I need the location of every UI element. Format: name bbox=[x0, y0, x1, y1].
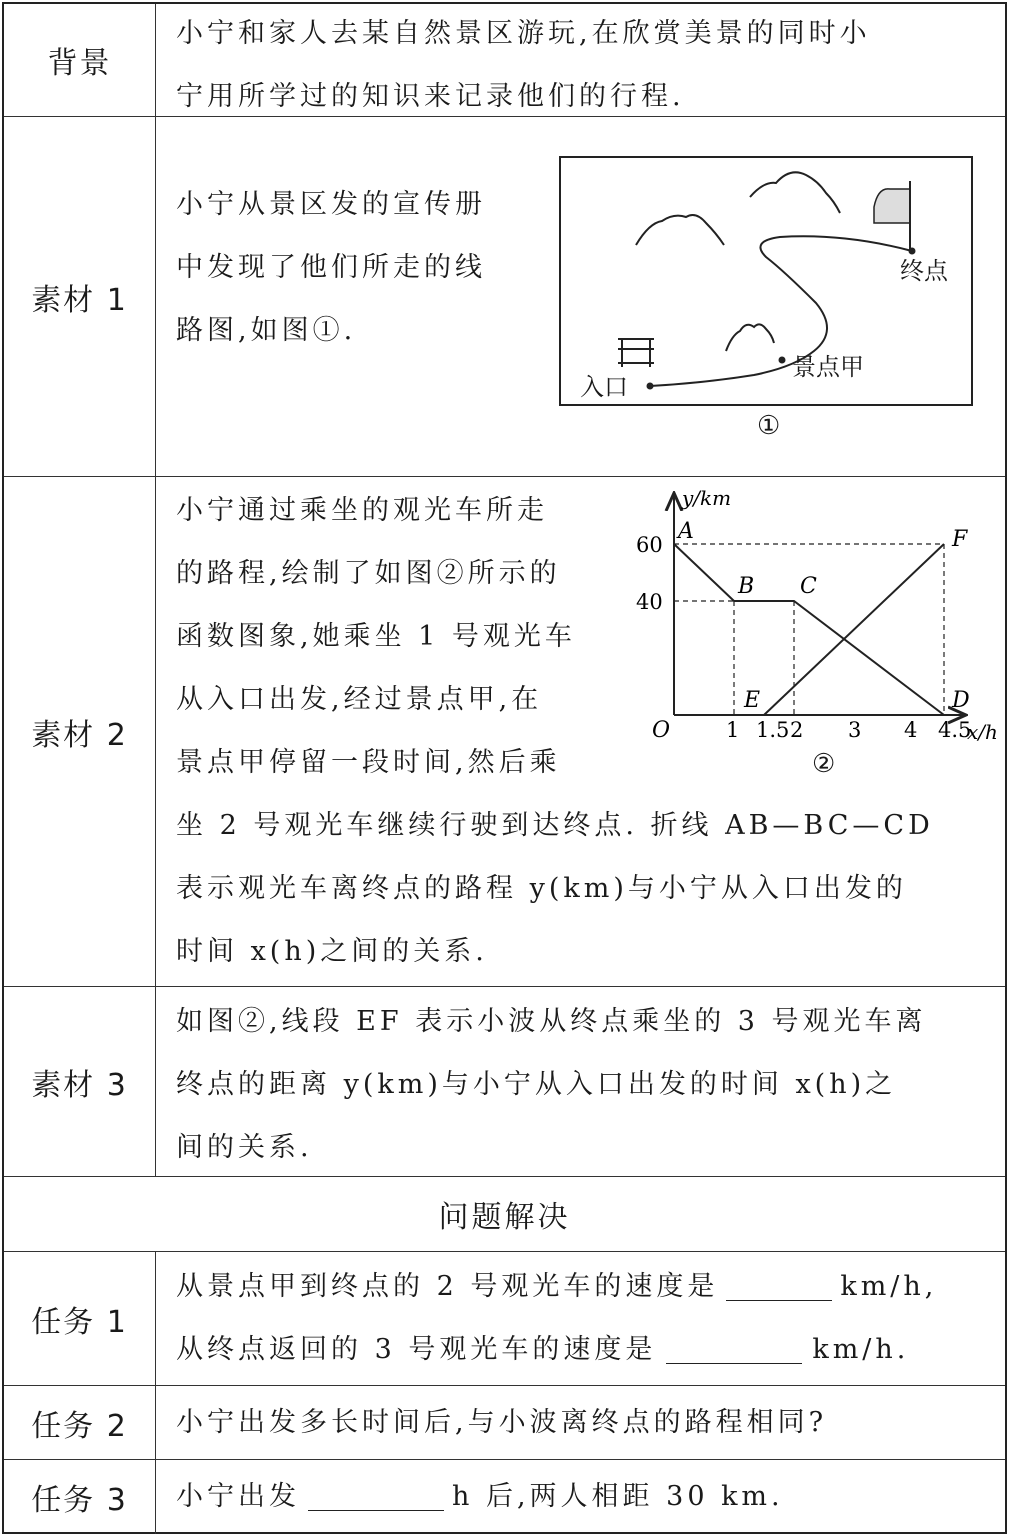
point-label-a: A bbox=[678, 519, 694, 544]
problem-table bbox=[2, 2, 1007, 1534]
task-text: 从景点甲到终点的 2 号观光车的速度是 bbox=[176, 1271, 719, 1302]
answer-blank[interactable] bbox=[726, 1266, 832, 1301]
map-label-entrance: 入口 bbox=[580, 373, 628, 401]
row-task-3 bbox=[4, 1460, 1005, 1534]
row-content bbox=[176, 479, 626, 794]
mountain-icon bbox=[726, 324, 774, 351]
mountain-icon bbox=[636, 215, 724, 245]
text-line: 小宁和家人去某自然景区游玩,在欣赏美景的同时小 bbox=[176, 18, 871, 49]
x-tick-label: 2 bbox=[790, 718, 804, 742]
text-line: 如图②,线段 EF 表示小波从终点乘坐的 3 号观光车离 bbox=[176, 1006, 927, 1037]
text-line: 从入口出发,经过景点甲,在 bbox=[176, 684, 543, 715]
row-label: 任务 1 bbox=[4, 1252, 156, 1385]
text-line: 宁用所学过的知识来记录他们的行程. bbox=[176, 81, 685, 112]
series-line-abbccd bbox=[674, 544, 944, 715]
text-line: 函数图象,她乘坐 1 号观光车 bbox=[176, 621, 576, 652]
section-title: 问题解决 bbox=[438, 1200, 571, 1235]
row-label: 背景 bbox=[4, 4, 156, 116]
mountain-icon bbox=[750, 172, 840, 213]
row-background bbox=[4, 4, 1005, 117]
text-line: 间的关系. bbox=[176, 1132, 313, 1163]
pavilion-icon bbox=[618, 339, 654, 367]
text-line: 小宁从景区发的宣传册 bbox=[176, 189, 486, 220]
x-tick-label: 3 bbox=[848, 718, 862, 742]
answer-blank[interactable] bbox=[308, 1476, 444, 1511]
row-content-full bbox=[176, 794, 991, 983]
text-line: 小宁通过乘坐的观光车所走 bbox=[176, 495, 548, 526]
route-path bbox=[650, 236, 912, 386]
x-tick-label: 1 bbox=[726, 718, 740, 742]
point-label-e: E bbox=[744, 688, 761, 713]
figure-caption: ② bbox=[812, 749, 836, 779]
text-line: 的路程,绘制了如图②所示的 bbox=[176, 558, 561, 589]
row-material-1 bbox=[4, 117, 1005, 477]
point-label-d: D bbox=[952, 688, 970, 713]
unit-text: km/h. bbox=[812, 1334, 910, 1365]
map-label-spot-a: 景点甲 bbox=[792, 353, 864, 381]
row-label: 任务 2 bbox=[4, 1386, 156, 1459]
y-tick-label: 60 bbox=[636, 533, 663, 557]
task-text: h 后,两人相距 30 km. bbox=[452, 1481, 784, 1512]
row-material-3 bbox=[4, 987, 1005, 1177]
row-label: 素材 1 bbox=[4, 117, 156, 476]
row-label: 素材 2 bbox=[4, 477, 156, 986]
point-label-b: B bbox=[738, 574, 755, 599]
row-content bbox=[176, 173, 556, 362]
task-text: 小宁出发多长时间后,与小波离终点的路程相同? bbox=[176, 1407, 828, 1438]
map-label-end: 终点 bbox=[900, 257, 948, 285]
x-tick-label: 4.5 bbox=[938, 718, 972, 742]
row-task-2 bbox=[4, 1386, 1005, 1460]
task-text: 小宁出发 bbox=[176, 1481, 300, 1512]
row-content bbox=[176, 1391, 991, 1454]
text-line: 中发现了他们所走的线 bbox=[176, 252, 486, 283]
series-line-ef bbox=[764, 544, 944, 715]
point-label-c: C bbox=[800, 574, 817, 599]
point-label-f: F bbox=[952, 527, 968, 552]
flag-icon bbox=[874, 189, 910, 223]
row-label: 任务 3 bbox=[4, 1460, 156, 1534]
text-line: 景点甲停留一段时间,然后乘 bbox=[176, 747, 561, 778]
task-text: 从终点返回的 3 号观光车的速度是 bbox=[176, 1334, 657, 1365]
x-tick-label: 4 bbox=[904, 718, 918, 742]
y-tick-label: 40 bbox=[636, 590, 663, 614]
row-content bbox=[176, 1465, 991, 1528]
row-task-1 bbox=[4, 1252, 1005, 1386]
row-content bbox=[176, 990, 991, 1179]
answer-blank[interactable] bbox=[666, 1329, 802, 1364]
text-line: 路图,如图①. bbox=[176, 315, 357, 346]
row-content bbox=[176, 2, 991, 128]
origin-label: O bbox=[652, 718, 671, 743]
route-map-figure bbox=[554, 153, 976, 413]
y-axis-label: y/km bbox=[682, 486, 732, 510]
row-content bbox=[176, 1255, 991, 1381]
distance-time-chart bbox=[624, 483, 1006, 753]
text-line: 表示观光车离终点的路程 y(km)与小宁从入口出发的 bbox=[176, 873, 907, 904]
text-line: 时间 x(h)之间的关系. bbox=[176, 936, 488, 967]
x-axis-label: x/h bbox=[967, 720, 998, 744]
row-label: 素材 3 bbox=[4, 987, 156, 1176]
figure-caption: ① bbox=[757, 411, 781, 441]
row-section-title bbox=[4, 1177, 1005, 1252]
unit-text: km/h, bbox=[840, 1271, 938, 1302]
row-material-2 bbox=[4, 477, 1005, 987]
x-tick-label: 1.5 bbox=[756, 718, 790, 742]
text-line: 终点的距离 y(km)与小宁从入口出发的时间 x(h)之 bbox=[176, 1069, 897, 1100]
text-line: 坐 2 号观光车继续行驶到达终点. 折线 AB—BC—CD bbox=[176, 810, 934, 841]
